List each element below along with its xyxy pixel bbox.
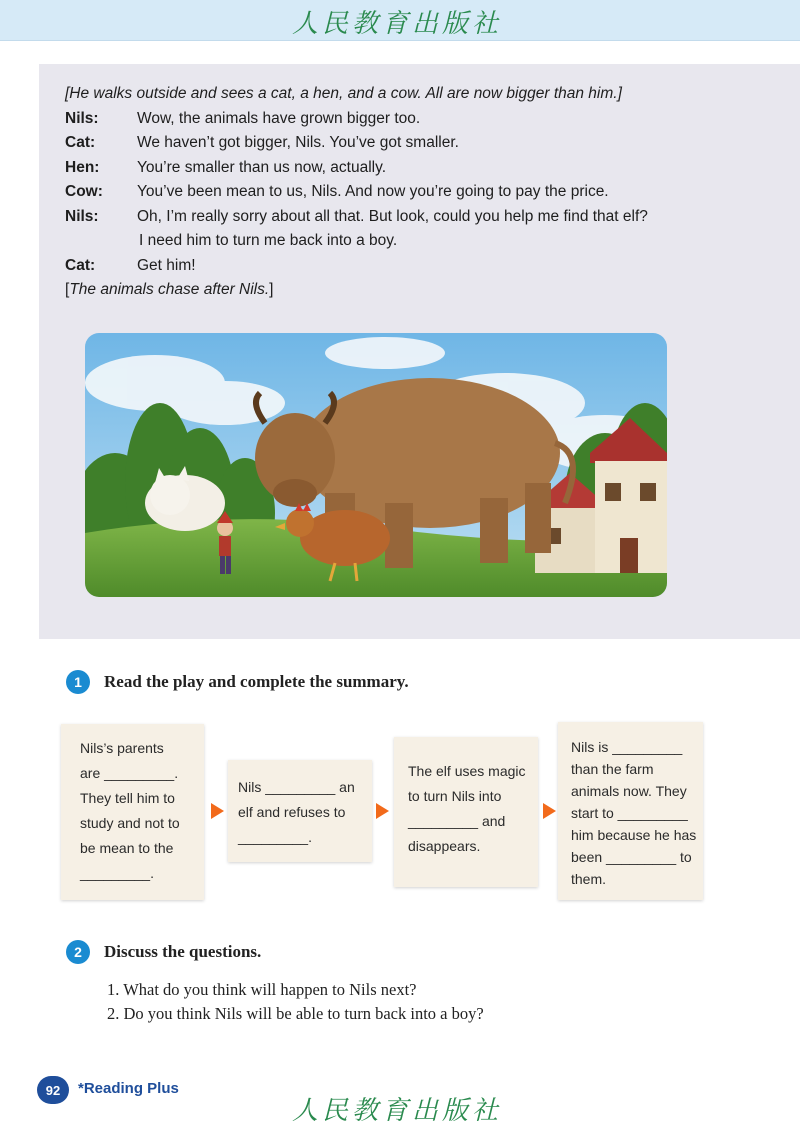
activity-1-title: Read the play and complete the summary. — [104, 672, 409, 691]
speaker: Cow: — [65, 183, 103, 200]
arrow-right-icon — [376, 803, 389, 819]
farm-scene-image — [85, 333, 667, 597]
play-script — [65, 82, 765, 303]
dialogue-line — [65, 131, 765, 156]
dialogue-line-continuation — [65, 229, 765, 254]
activity-number-badge: 1 — [66, 670, 90, 694]
dialogue-line — [65, 107, 765, 132]
story-illustration — [85, 333, 667, 597]
summary-box-1: Nils’s parents are _________. They tell him to study and not to be mean to the _________. — [61, 724, 204, 900]
arrow-right-icon — [211, 803, 224, 819]
dialogue-text: You’ve been mean to us, Nils. And now you’re going to pay the price. — [137, 183, 609, 200]
dialogue-text: You’re smaller than us now, actually. — [137, 158, 386, 176]
speaker: Cat: — [65, 256, 96, 274]
speaker: Nils: — [65, 109, 99, 127]
stage-direction-1: [He walks outside and sees a cat, a hen, and a cow. All are now bigger than him.] — [65, 85, 622, 102]
question-item: 2. Do you think Nils will be able to turn back into a boy? — [107, 1004, 484, 1023]
dialogue-text: I need him to turn me back into a boy. — [139, 232, 398, 249]
summary-box-2: Nils _________ an elf and refuses to _________. — [228, 760, 372, 862]
publisher-logo-bottom: 人民教育出版社 — [292, 1096, 503, 1126]
dialogue-line — [65, 254, 765, 279]
activity-2-heading — [66, 940, 261, 964]
speaker: Hen: — [65, 158, 100, 176]
summary-box-4: Nils is _________ than the farm animals now. They start to _________ him because he has been _________ to them. — [558, 722, 703, 900]
summary-box-3: The elf uses magic to turn Nils into _________ and disappears. — [394, 737, 538, 887]
arrow-right-icon — [543, 803, 556, 819]
speaker: Cat: — [65, 134, 96, 151]
dialogue-line — [65, 156, 765, 181]
page-number: 92 — [37, 1076, 69, 1104]
dialogue-text: Get him! — [137, 256, 196, 274]
dialogue-line — [65, 205, 765, 230]
dialogue-text: We haven’t got bigger, Nils. You’ve got smaller. — [137, 134, 459, 151]
stage-direction-2: [The animals chase after Nils.] — [65, 281, 274, 298]
activity-1-heading — [66, 670, 409, 694]
dialogue-line — [65, 180, 765, 205]
question-item: 1. What do you think will happen to Nils next? — [107, 980, 417, 999]
activity-number-badge: 2 — [66, 940, 90, 964]
section-label: *Reading Plus — [78, 1080, 179, 1097]
dialogue-text: Wow, the animals have grown bigger too. — [137, 109, 421, 127]
activity-2-title: Discuss the questions. — [104, 942, 262, 961]
discussion-questions — [107, 978, 484, 1026]
dialogue-text: Oh, I’m really sorry about all that. But look, could you help me find that elf? — [137, 207, 648, 225]
publisher-logo-top: 人民教育出版社 — [292, 9, 503, 39]
speaker: Nils: — [65, 207, 99, 225]
